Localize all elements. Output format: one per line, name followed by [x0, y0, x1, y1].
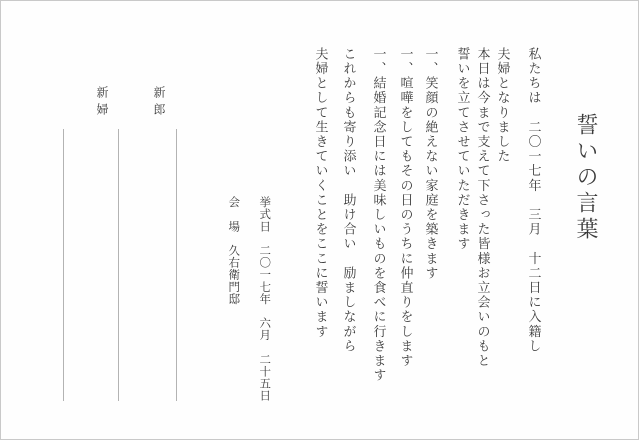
signature-rule-left — [63, 129, 64, 401]
vow-item-3: 一、結婚記念日には美味しいものを食べに行きます — [370, 47, 386, 383]
body-line-married: 夫婦となりました — [494, 47, 510, 164]
bride-label: 新婦 — [95, 86, 109, 120]
closing-line-1: これからも寄り添い 助け合い 励ましながら — [340, 47, 356, 354]
body-line-guests: 本日は今まで支えて下さった皆様お立会いのもと — [474, 47, 490, 369]
vow-item-1: 一、笑顔の絶えない家庭を築きます — [422, 47, 438, 281]
signature-rule-middle — [118, 129, 119, 401]
body-line-oath: 誓いを立てさせていただきます — [454, 47, 470, 252]
signature-rule-right — [176, 129, 177, 401]
groom-label: 新郎 — [152, 86, 166, 120]
vow-item-2: 一、喧嘩をしてもその日のうちに仲直りをします — [397, 47, 413, 369]
ceremony-date: 挙式日 二〇一七年 六月 二十五日 — [258, 196, 273, 402]
closing-line-2: 夫婦として生きていくことをここに誓います — [312, 47, 328, 339]
body-line-intro: 私たちは 二〇一七年 三月 十二日に入籍し — [525, 47, 541, 354]
page-title: 誓いの言葉 — [573, 113, 598, 243]
ceremony-venue: 会 場 久右衛門邸 — [227, 196, 242, 305]
